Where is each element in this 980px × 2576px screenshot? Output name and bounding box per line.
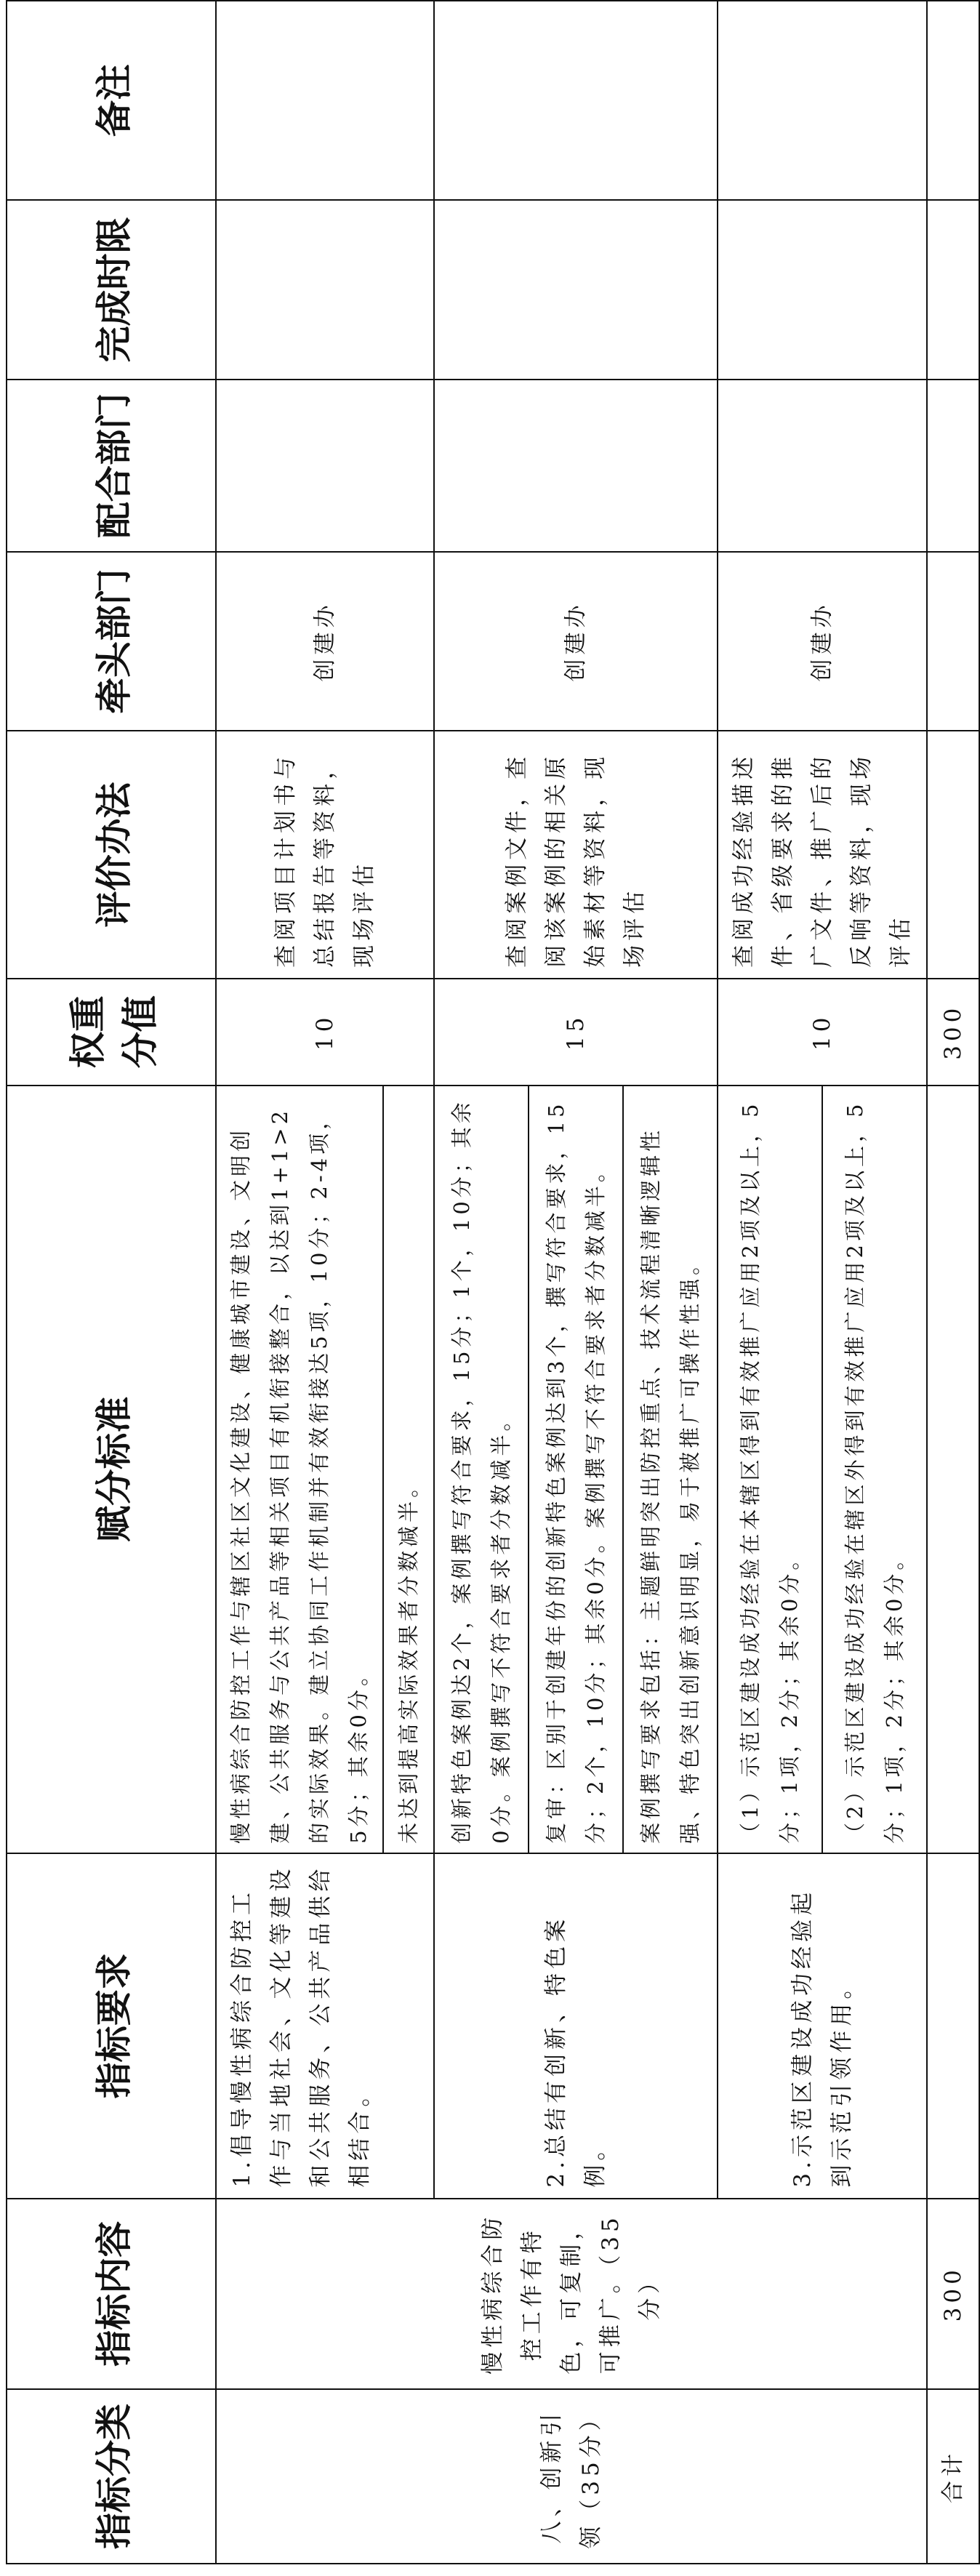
- header-support: 配合部门: [7, 380, 216, 552]
- header-category: 指标分类: [7, 2389, 216, 2564]
- total-criteria-cell: [927, 1086, 979, 1853]
- criteria-cell: 慢性病综合防控工作与辖区社区文化建设、健康城市建设、文明创建、公共服务与公共产品等相关项目有机衔接整合，以达到1+1>2的实际效果。建立协同工作机制并有效衔接达5项，10分；2-4项，5分；其余0分。: [216, 1086, 383, 1853]
- requirement-cell: 1.倡导慢性病综合防控工作与当地社会、文化等建设和公共服务、公共产品供给相结合。: [216, 1853, 434, 2199]
- total-label: 合计: [927, 2389, 979, 2564]
- requirement-cell: 3.示范区建设成功经验起到示范引领作用。: [718, 1853, 927, 2199]
- lead-cell: 创建办: [434, 552, 718, 731]
- support-cell: [434, 380, 718, 552]
- header-content: 指标内容: [7, 2199, 216, 2389]
- lead-cell: 创建办: [216, 552, 434, 731]
- criteria-cell: （1）示范区建设成功经验在本辖区得到有效推广应用2项及以上，5分；1项，2分；其余0分。: [718, 1086, 822, 1853]
- deadline-cell: [216, 200, 434, 379]
- header-criteria: 赋分标准: [7, 1086, 216, 1853]
- table-row: [434, 1, 529, 2564]
- header-row: [7, 1, 216, 2564]
- total-note-cell: [927, 1, 979, 200]
- category-cell: 八、创新引领（35分）: [216, 2389, 927, 2564]
- lead-cell: 创建办: [718, 552, 927, 731]
- weight-cell: 10: [718, 979, 927, 1086]
- support-cell: [216, 380, 434, 552]
- total-requirement-cell: [927, 1853, 979, 2199]
- weight-cell: 10: [216, 979, 434, 1086]
- header-note: 备注: [7, 1, 216, 200]
- scoring-table: [6, 0, 980, 2564]
- header-requirement: 指标要求: [7, 1853, 216, 2199]
- criteria-cell: 未达到提高实际效果者分数减半。: [383, 1086, 434, 1853]
- header-weight: 权重分值: [7, 979, 216, 1086]
- requirement-cell: 2.总结有创新、特色案例。: [434, 1853, 718, 2199]
- support-cell: [718, 380, 927, 552]
- total-lead-cell: [927, 552, 979, 731]
- criteria-cell: 创新特色案例达2个，案例撰写符合要求，15分；1个，10分；其余0分。案例撰写不符合要求者分数减半。: [434, 1086, 529, 1853]
- method-cell: 查阅项目计划书与总结报告等资料，现场评估: [216, 731, 434, 979]
- table-row: [216, 1, 383, 2564]
- note-cell: [434, 1, 718, 200]
- criteria-cell: 案例撰写要求包括：主题鲜明突出防控重点、技术流程清晰逻辑性强、特色突出创新意识明显，易于被推广可操作性强。: [623, 1086, 718, 1853]
- header-lead: 牵头部门: [7, 552, 216, 731]
- note-cell: [718, 1, 927, 200]
- note-cell: [216, 1, 434, 200]
- criteria-cell: 复审：区别于创建年份的创新特色案例达到3个，撰写符合要求，15分；2个，10分；其余0分。案例撰写不符合要求者分数减半。: [529, 1086, 623, 1853]
- total-deadline-cell: [927, 200, 979, 379]
- weight-cell: 15: [434, 979, 718, 1086]
- content-cell: 慢性病综合防控工作有特色，可复制，可推广。（35分）: [216, 2199, 927, 2389]
- method-cell: 查阅成功经验描述件、省级要求的推广文件、推广后的反响等资料，现场评估: [718, 731, 927, 979]
- header-method: 评价办法: [7, 731, 216, 979]
- deadline-cell: [434, 200, 718, 379]
- total-method-cell: [927, 731, 979, 979]
- total-content: 300: [927, 2199, 979, 2389]
- deadline-cell: [718, 200, 927, 379]
- total-weight: 300: [927, 979, 979, 1086]
- total-row: [927, 1, 979, 2564]
- criteria-cell: （2）示范区建设成功经验在辖区外得到有效推广应用2项及以上，5分；1项，2分；其余0分。: [822, 1086, 927, 1853]
- method-cell: 查阅案例文件，查阅该案例的相关原始素材等资料，现场评估: [434, 731, 718, 979]
- header-deadline: 完成时限: [7, 200, 216, 379]
- table-row: [718, 1, 822, 2564]
- total-support-cell: [927, 380, 979, 552]
